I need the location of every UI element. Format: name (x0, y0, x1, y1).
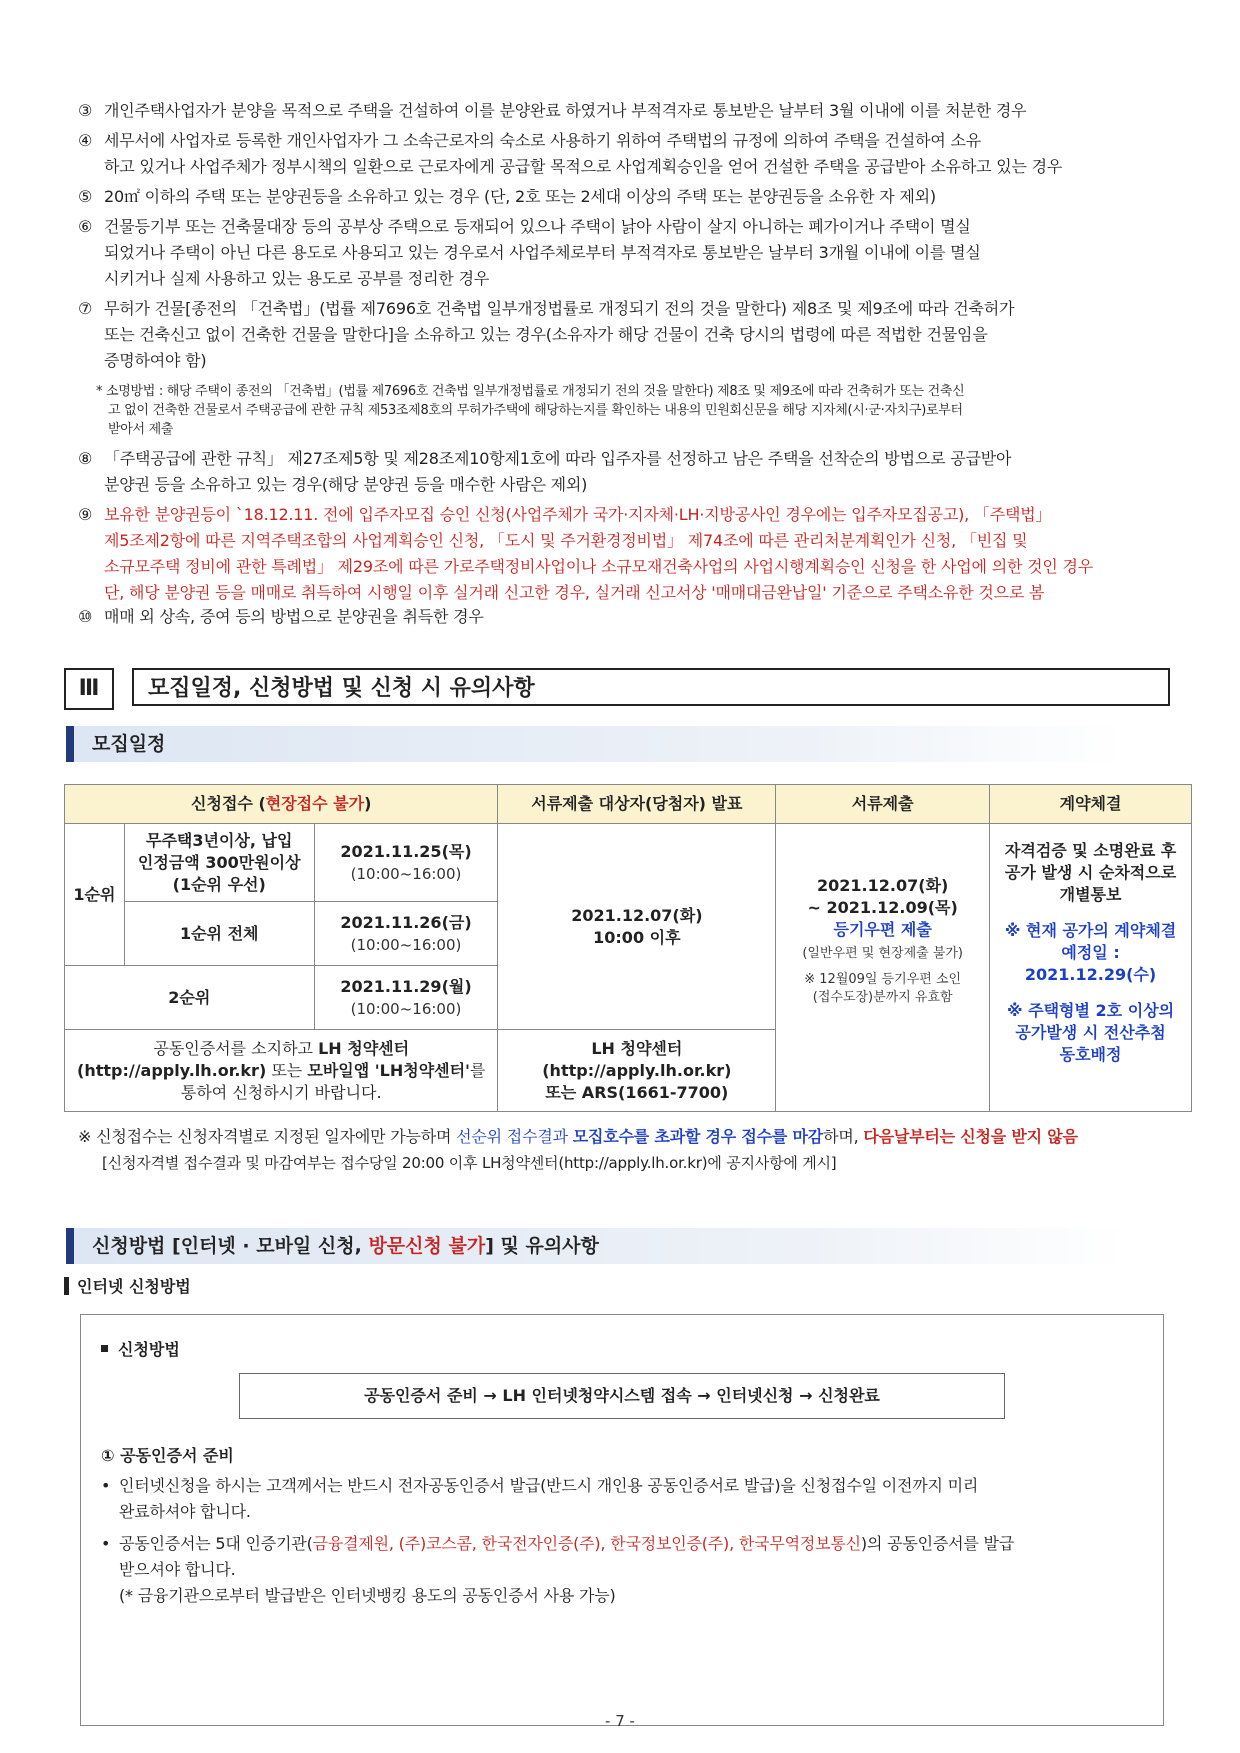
list-item: ⑤ 20㎡ 이하의 주택 또는 분양권등을 소유하고 있는 경우 (단, 2호 또는 2세대 이상의 주택 또는 분양권등을 소유한 자 제외) (78, 187, 936, 206)
rank-2-date: 2021.11.29(월) (10:00~16:00) (314, 966, 498, 1030)
list-item-highlighted: ⑨ 보유한 분양권등이 `18.12.11. 전에 입주자모집 승인 신청(사업주체가 국가·지자체·LH·지방공사인 경우에는 입주자모집공고), 「주택법」 제5조제2항에 따른 지역주택조합의 사업계획승인 신청, 「도시 및 주거환경정비법」 제74조에 따른 관리처분계획인가 신청, 「빈집 및 소규모주택 정비에 관한 특례법」 제29조에 따른 가로주택정비사업이나 소규모재건축사업의 사업시행계획승인 신청을 한 사업에 의한 것인 경우 단, 해당 분양권 등을 매매로 취득하여 시행일 이후 실거래 신고한 경우, 실거래 신고서상 '매매대금완납일' 기준으로 주택소유한 것으로 봄 (78, 505, 1094, 602)
proof-method-note: * 소명방법 : 해당 주택이 종전의 「건축법」(법률 제7696호 건축법 일부개정법률로 개정되기 전의 것을 말한다) 제8조 및 제9조에 따라 건축허가 또는 건축신 고 없이 건축한 건물로서 주택공급에 관한 규칙 제53조제8호의 무허가주택에 해당하는지를 확인하는 내용의 민원회신문을 해당 지자체(시·군·자치구)로부터 받아서 제출 (96, 384, 965, 437)
list-item: ⑦ 무허가 건물[종전의 「건축법」(법률 제7696호 건축법 일부개정법률로 개정되기 전의 것을 말한다) 제8조 및 제9조에 따라 건축허가 또는 건축신고 없이 건축한 건물을 말한다]을 소유하고 있는 경우(소유자가 해당 건물이 건축 당시의 법령에 따른 적법한 건물임을 증명하여야 함) (78, 299, 1015, 370)
table-header-row (65, 785, 1192, 824)
bullet-item: • 공동인증서는 5대 인증기관(금융결제원, (주)코스콤, 한국전자인증(주), 한국정보인증(주), 한국무역정보통신)의 공동인증서를 발급 받으셔야 합니다. (* 금융기관으로부터 발급받은 인터넷뱅킹 용도의 공동인증서 사용 가능) (101, 1531, 1141, 1609)
method-box (80, 1314, 1164, 1726)
rank-1-priority-date: 2021.11.25(목) (10:00~16:00) (314, 824, 498, 902)
list-item: ⑩ 매매 외 상속, 증여 등의 방법으로 분양권을 취득한 경우 (78, 607, 484, 626)
step-1-heading: ① 공동인증서 준비 (101, 1446, 234, 1465)
header-apply: 신청접수 (현장접수 불가) (65, 785, 498, 824)
apply-method-cell: 공동인증서를 소지하고 LH 청약센터 (http://apply.lh.or.kr) 또는 모바일앱 'LH청약센터'를 통하여 신청하시기 바랍니다. (65, 1030, 498, 1112)
bar-marker-icon (64, 1277, 69, 1295)
subheading-schedule: 모집일정 (66, 726, 1126, 762)
header-documents: 서류제출 (776, 785, 990, 824)
process-flow-box: 공동인증서 준비 → LH 인터넷청약시스템 접속 → 인터넷신청 → 신청완료 (239, 1373, 1005, 1419)
schedule-footnote: ※ 신청접수는 신청자격별로 지정된 일자에만 가능하며 선순위 접수결과 모집호수를 초과할 경우 접수를 마감하며, 다음날부터는 신청을 받지 않음 (78, 1127, 1078, 1146)
table-row (65, 824, 1192, 902)
rank-1-label: 1순위 (65, 824, 125, 966)
section-number: Ⅲ (64, 668, 114, 710)
subheading-apply-method: 신청방법 [인터넷 · 모바일 신청, 방문신청 불가] 및 유의사항 (66, 1228, 1126, 1264)
header-contract: 계약체결 (990, 785, 1192, 824)
schedule-table (64, 784, 1192, 1112)
documents-cell: 2021.12.07(화) ~ 2021.12.09(목) 등기우편 제출 (일반우편 및 현장제출 불가) ※ 12월09일 등기우편 소인 (접수도장)분까지 유효함 (776, 824, 990, 1112)
list-item: ⑥ 건물등기부 또는 건축물대장 등의 공부상 주택으로 등재되어 있으나 주택이 낡아 사람이 살지 아니하는 폐가이거나 주택이 멸실 되었거나 주택이 아닌 다른 용도로 사용되고 있는 경우로서 사업주체로부터 부적격자로 통보받은 날부터 3개월 이내에 이를 멸실 시키거나 실제 사용하고 있는 용도로 공부를 정리한 경우 (78, 217, 981, 288)
section-header (64, 668, 1164, 708)
section-title: 모집일정, 신청방법 및 신청 시 유의사항 (132, 668, 1170, 706)
announce-cell: 2021.12.07(화) 10:00 이후 (498, 824, 776, 1030)
rank-2-label: 2순위 (65, 966, 315, 1030)
header-announce: 서류제출 대상자(당첨자) 발표 (498, 785, 776, 824)
method-box-title: 신청방법 (101, 1337, 180, 1360)
list-item: ③ 개인주택사업자가 분양을 목적으로 주택을 건설하여 이를 분양완료 하였거나 부적격자로 통보받은 날부터 3월 이내에 이를 처분한 경우 (78, 101, 1027, 120)
list-item: ⑧ 「주택공급에 관한 규칙」 제27조제5항 및 제28조제10항제1호에 따라 입주자를 선정하고 남은 주택을 선착순의 방법으로 공급받아 분양권 등을 소유하고 있는 경우(해당 분양권 등을 매수한 사람은 제외) (78, 449, 1012, 494)
bullet-item: • 인터넷신청을 하시는 고객께서는 반드시 전자공동인증서 발급(반드시 개인용 공동인증서로 발급)을 신청접수일 이전까지 미리 완료하셔야 합니다. (101, 1473, 1141, 1525)
page-number: - 7 - (605, 1712, 635, 1730)
rank-1-all-label: 1순위 전체 (124, 902, 314, 966)
dot-bullet-icon: • (101, 1534, 111, 1553)
schedule-footnote-2: [신청자격별 접수결과 및 마감여부는 접수당일 20:00 이후 LH청약센터(http://apply.lh.or.kr)에 공지사항에 게시] (102, 1154, 837, 1172)
list-item: ④ 세무서에 사업자로 등록한 개인사업자가 그 소속근로자의 숙소로 사용하기 위하여 주택법의 규정에 의하여 주택을 건설하여 소유 하고 있거나 사업주체가 정부시책의 일환으로 근로자에게 공급할 목적으로 사업계획승인을 얻어 건설한 주택을 공급받아 소유하고 있는 경우 (78, 131, 1063, 176)
square-bullet-icon (101, 1345, 108, 1352)
announce-method-cell: LH 청약센터(http://apply.lh.or.kr) 또는 ARS(1661-7700) (498, 1030, 776, 1112)
contract-cell: 자격검증 및 소명완료 후 공가 발생 시 순차적으로 개별통보 ※ 현재 공가의 계약체결 예정일 : 2021.12.29(수) ※ 주택형별 2호 이상의 공가발생 시 전산추첨 동호배정 (990, 824, 1192, 1112)
rank-1-priority-label: 무주택3년이상, 납입 인정금액 300만원이상 (1순위 우선) (124, 824, 314, 902)
internet-method-label: 인터넷 신청방법 (64, 1276, 191, 1298)
dot-bullet-icon: • (101, 1476, 111, 1495)
rank-1-all-date: 2021.11.26(금) (10:00~16:00) (314, 902, 498, 966)
